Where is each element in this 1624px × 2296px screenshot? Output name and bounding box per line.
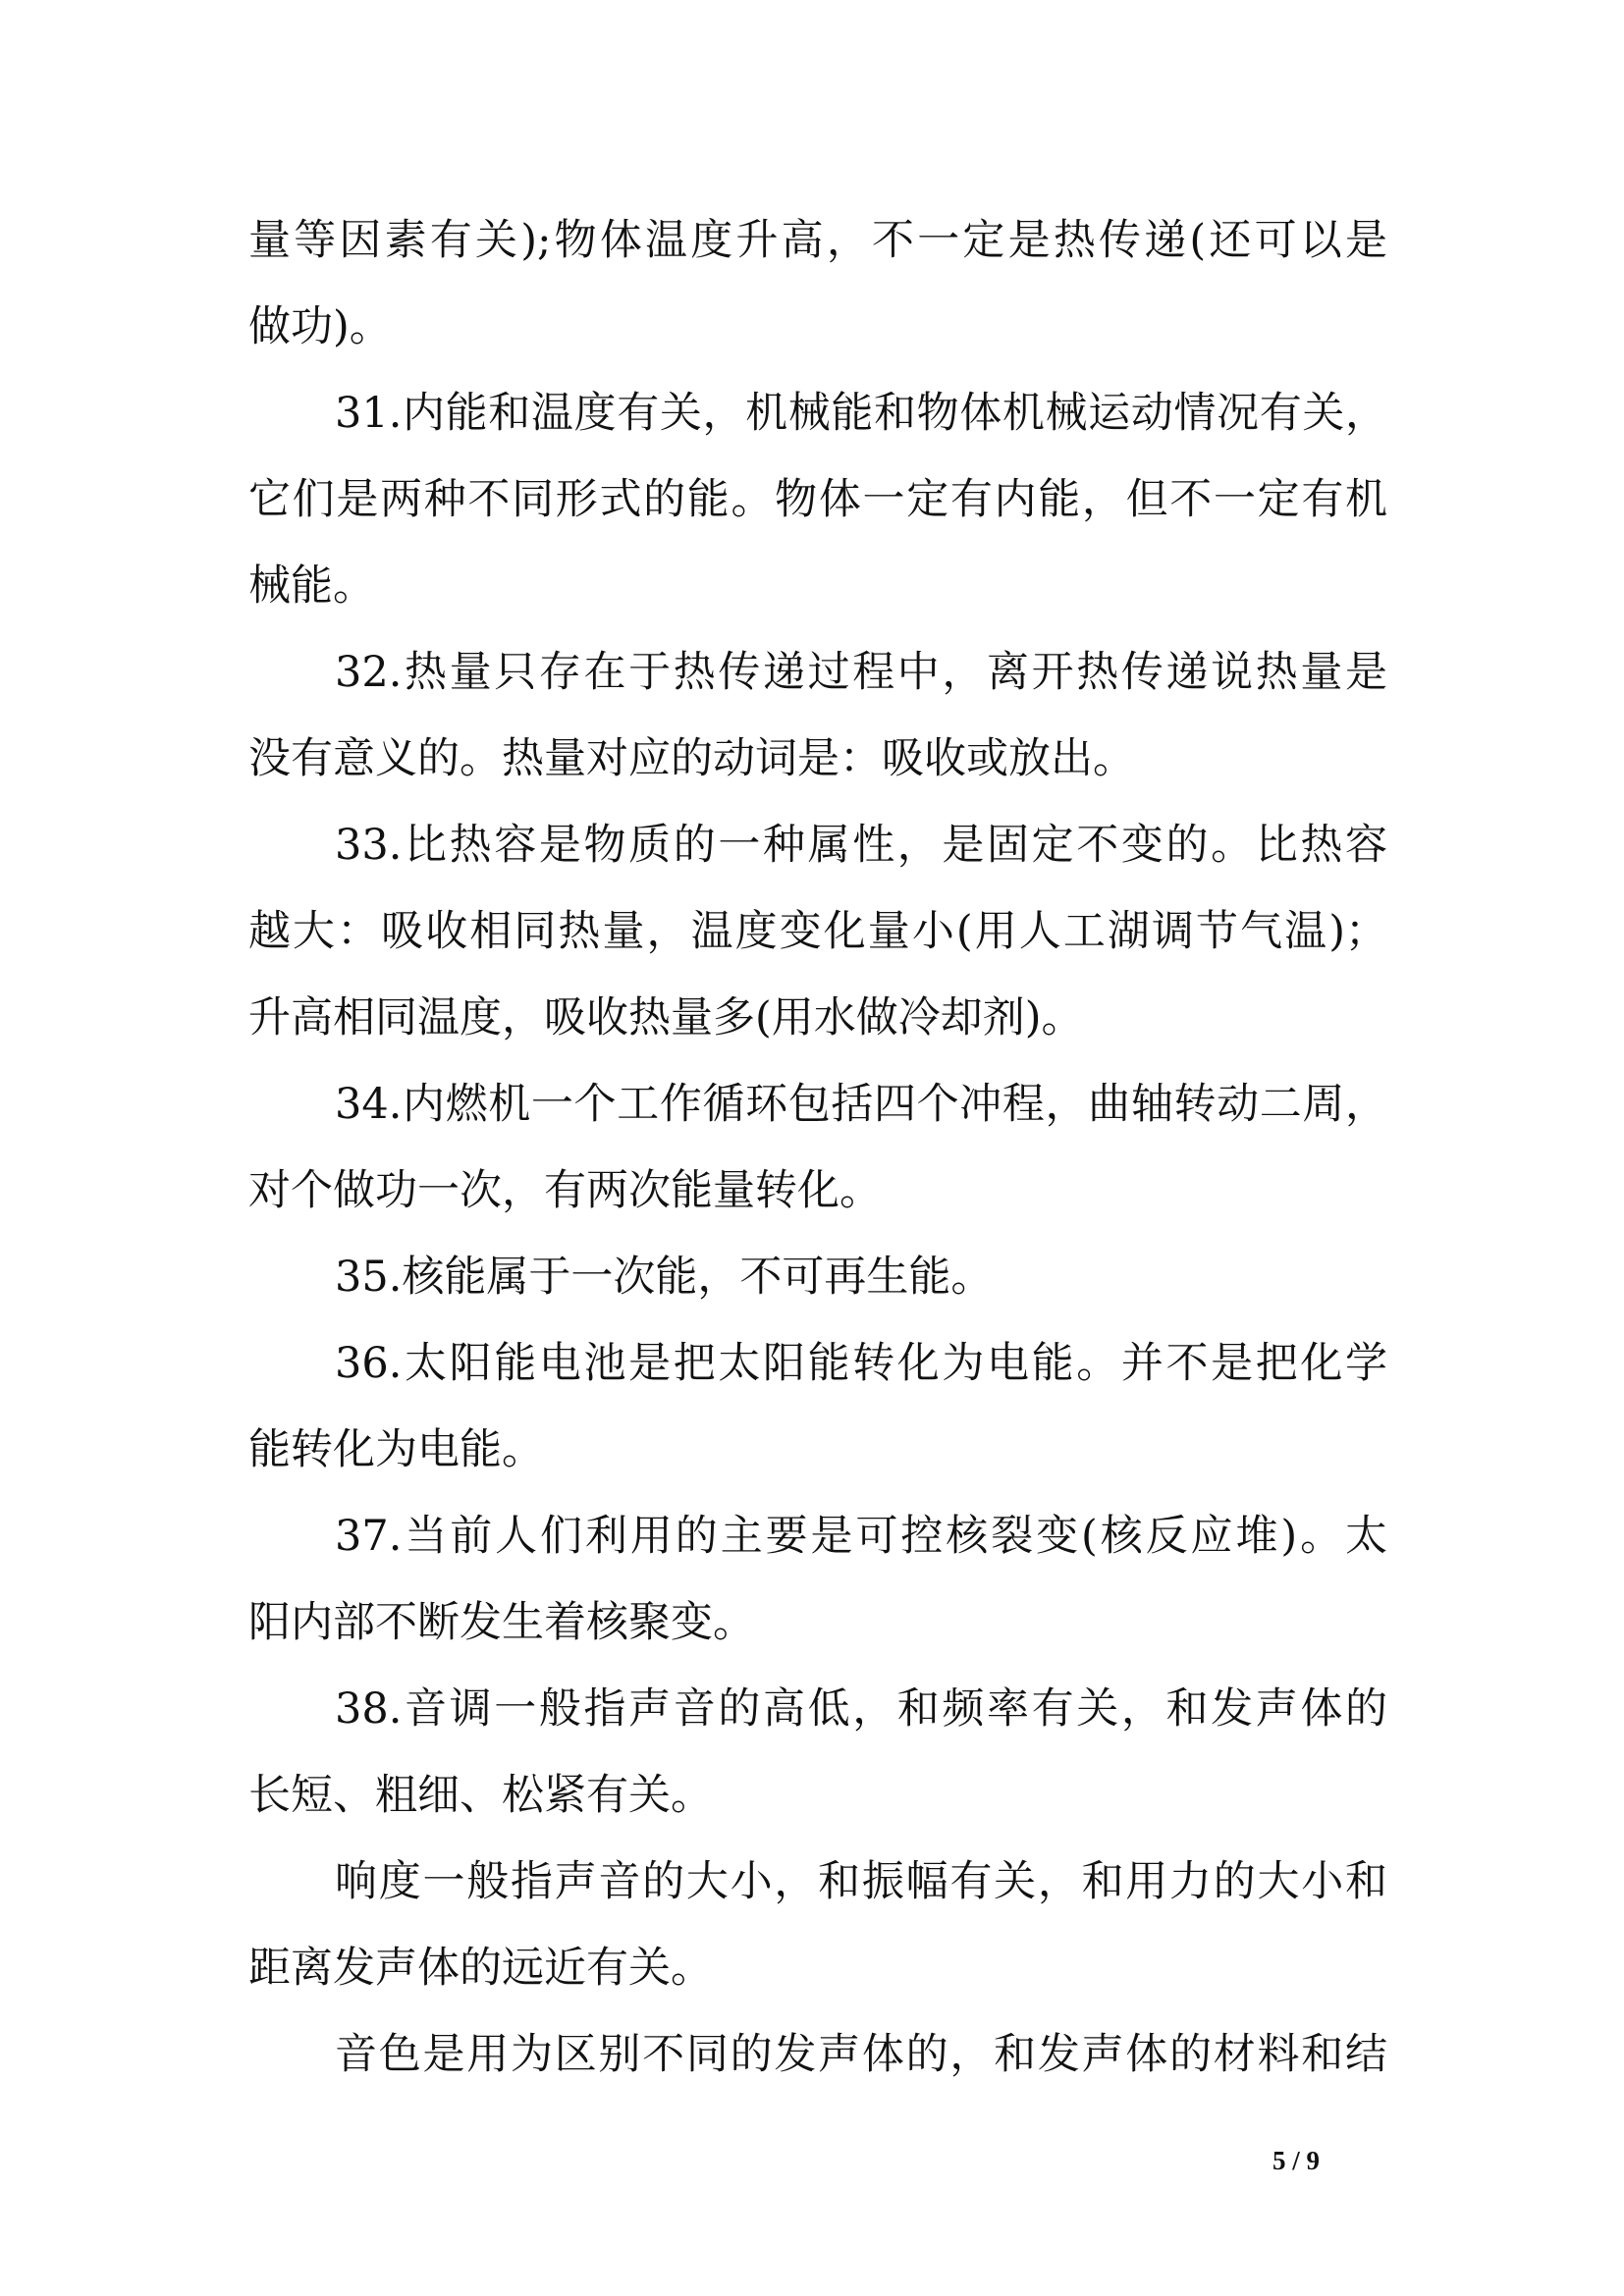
text-line: 长短、粗细、松紧有关。 bbox=[248, 1771, 713, 1820]
text-line: 响度一般指声音的大小，和振幅有关，和用力的大小和 bbox=[335, 1857, 1387, 1906]
document-body bbox=[248, 197, 1387, 2098]
text-line: 越大：吸收相同热量，温度变化量小(用人工湖调节气温)； bbox=[248, 907, 1387, 956]
text-line: 36.太阳能电池是把太阳能转化为电能。并不是把化学 bbox=[335, 1339, 1387, 1388]
paragraph-38 bbox=[248, 1666, 1387, 1839]
text-line: 做功)。 bbox=[248, 302, 392, 351]
text-line: 没有意义的。热量对应的动词是：吸收或放出。 bbox=[248, 734, 1135, 783]
paragraph-37 bbox=[248, 1493, 1387, 1666]
paragraph-36 bbox=[248, 1320, 1387, 1493]
text-line: 距离发声体的远近有关。 bbox=[248, 1944, 713, 1993]
paragraph-loudness bbox=[248, 1839, 1387, 2011]
page-number: 5 / 9 bbox=[1272, 2146, 1321, 2175]
text-line: 它们是两种不同形式的能。物体一定有内能，但不一定有机 bbox=[248, 475, 1387, 524]
text-line: 能转化为电能。 bbox=[248, 1425, 544, 1474]
text-line: 34.内燃机一个工作循环包括四个冲程，曲轴转动二周， bbox=[335, 1080, 1387, 1129]
text-line: 33.比热容是物质的一种属性，是固定不变的。比热容 bbox=[335, 821, 1387, 870]
text-line: 阳内部不断发生着核聚变。 bbox=[248, 1598, 755, 1647]
paragraph-34 bbox=[248, 1061, 1387, 1234]
text-line: 量等因素有关);物体温度升高，不一定是热传递(还可以是 bbox=[248, 216, 1387, 265]
text-line: 35.核能属于一次能，不可再生能。 bbox=[335, 1253, 994, 1302]
text-line: 械能。 bbox=[248, 561, 375, 611]
paragraph-33 bbox=[248, 802, 1387, 1061]
paragraph-31 bbox=[248, 370, 1387, 629]
text-line: 38.音调一般指声音的高低，和频率有关，和发声体的 bbox=[335, 1684, 1387, 1734]
paragraph-35 bbox=[248, 1234, 1387, 1320]
text-line: 37.当前人们利用的主要是可控核裂变(核反应堆)。太 bbox=[335, 1512, 1387, 1561]
text-line: 升高相同温度，吸收热量多(用水做冷却剂)。 bbox=[248, 993, 1084, 1042]
text-line: 32.热量只存在于热传递过程中，离开热传递说热量是 bbox=[335, 648, 1387, 697]
text-line: 音色是用为区别不同的发声体的，和发声体的材料和结 bbox=[335, 2030, 1387, 2079]
paragraph-32 bbox=[248, 629, 1387, 802]
paragraph-continuation bbox=[248, 197, 1387, 370]
paragraph-timbre bbox=[248, 2011, 1387, 2098]
text-line: 对个做功一次，有两次能量转化。 bbox=[248, 1166, 882, 1215]
text-line: 31.内能和温度有关，机械能和物体机械运动情况有关， bbox=[335, 389, 1387, 438]
